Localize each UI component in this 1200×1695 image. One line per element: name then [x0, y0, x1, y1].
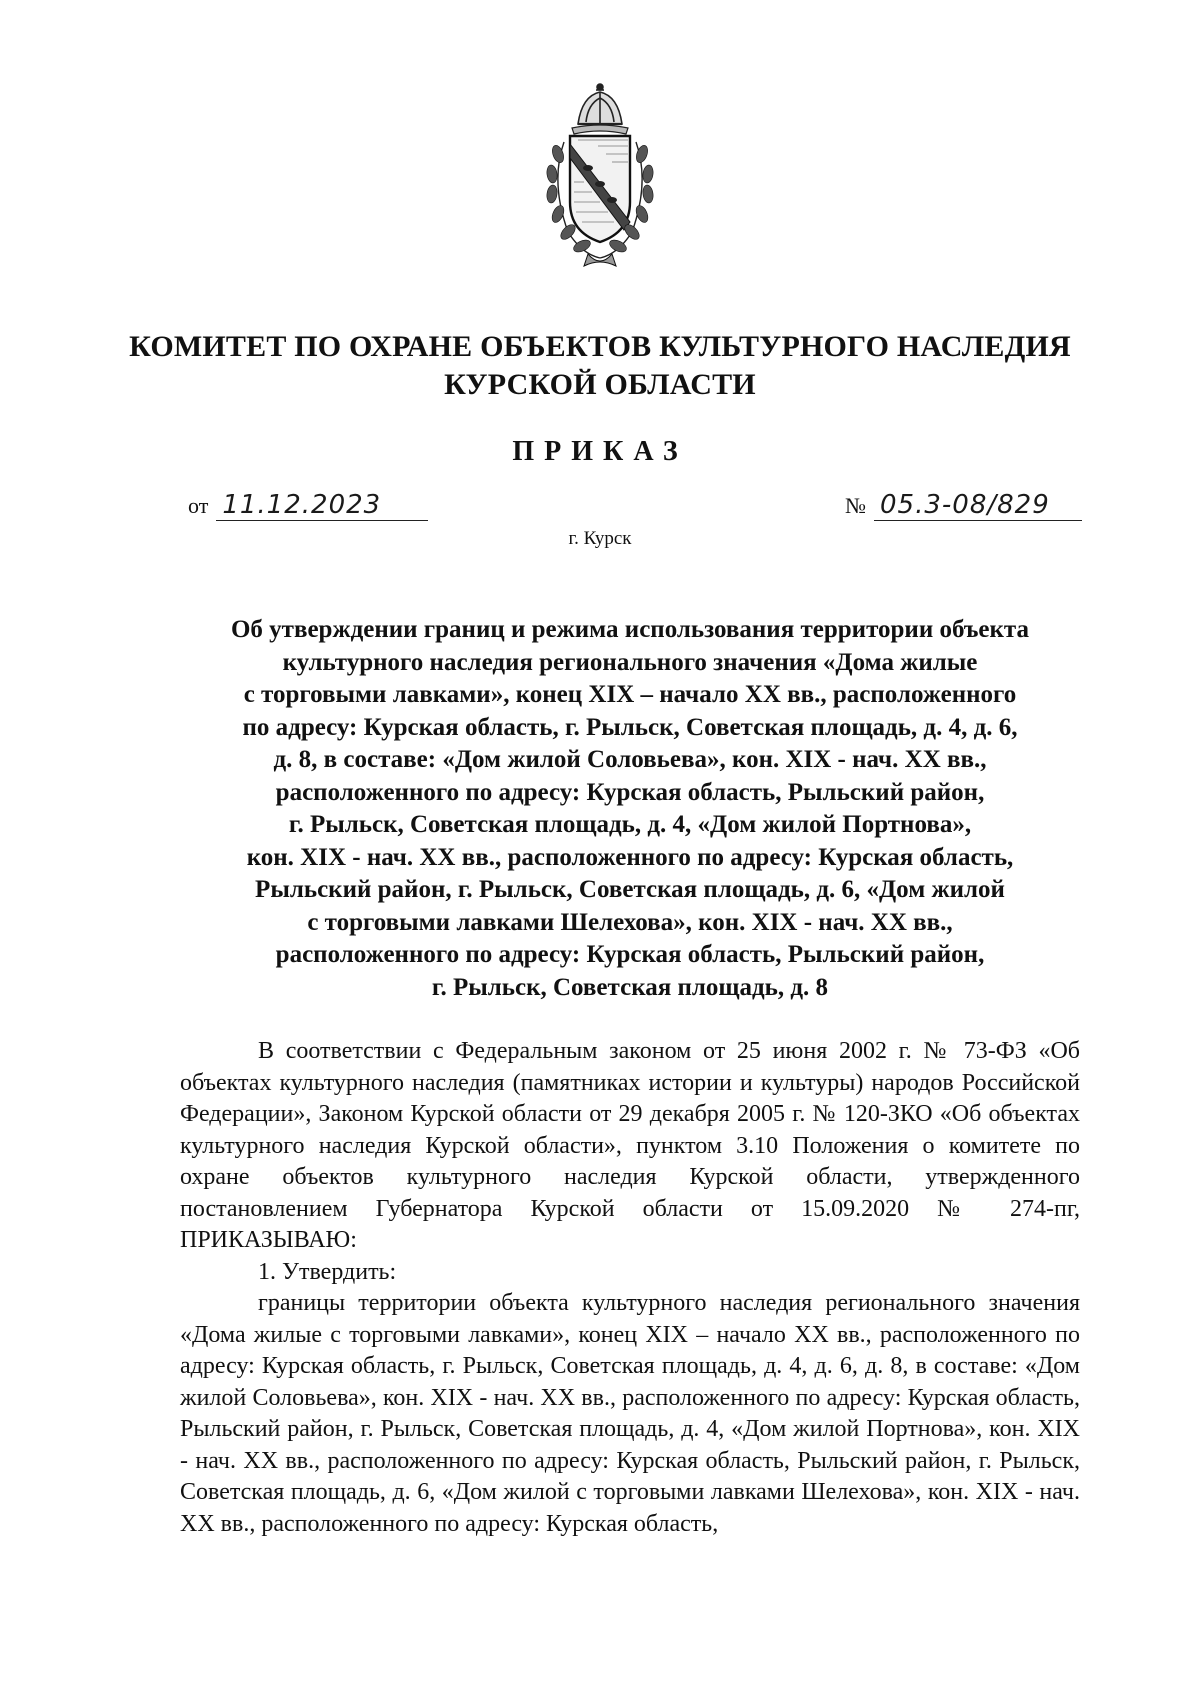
- subject-line: Об утверждении границ и режима использования территории объекта: [230, 616, 1030, 643]
- document-type: ПРИКАЗ: [512, 436, 688, 467]
- subject-line: с торговыми лавками», конец XIX – начало XX вв., расположенного: [243, 681, 1017, 708]
- organization-title-line1: КОМИТЕТ ПО ОХРАНЕ ОБЪЕКТОВ КУЛЬТУРНОГО НАСЛЕДИЯ: [129, 330, 1071, 363]
- number-prefix: №: [845, 493, 866, 518]
- city: г. Курск: [568, 528, 632, 549]
- item-1-heading: 1. Утвердить:: [258, 1258, 397, 1285]
- preamble-paragraph: В соответствии с Федеральным законом от 25 июня 2002 г. № 73-ФЗ «Об объектах культурного наследия (памятниках истории и культуры) народов Российской Федерации», Законом Курской области от 29 декабря 2005 г. № 120-ЗКО «Об объектах культурного наследия Курской области», пунктом 3.10 Положения о комитете по охране объектов культурного наследия Курской области, утвержденного постановлением Губернатора Курской области от 15.09.2020 № 274-пг, ПРИКАЗЫВАЮ:: [180, 1038, 1080, 1253]
- document-body: [180, 1036, 1080, 1540]
- organization-title: [100, 328, 1100, 404]
- item-1-paragraph: границы территории объекта культурного наследия регионального значения «Дома жилые с торговыми лавками», конец XIX – начало XX вв., расположенного по адресу: Курская область, г. Рыльск, Советская площадь, д. 4, д. 6, д. 8, в составе: «Дом жилой Соловьева», кон. XIX - нач. XX вв., расположенного по адресу: Курская область, Рыльский район, г. Рыльск, Советская площадь, д. 4, «Дом жилой Портнова», кон. XIX - нач. XX вв., расположенного по адресу: Курская область, Рыльский район, г. Рыльск, Советская площадь, д. 6, «Дом жилой с торговыми лавками Шелехова», кон. XIX - нач. XX вв., расположенного по адресу: Курская область,: [180, 1290, 1080, 1537]
- subject-line: д. 8, в составе: «Дом жилой Соловьева», кон. XIX - нач. XX вв.,: [273, 746, 987, 773]
- subject-line: кон. XIX - нач. XX вв., расположенного по адресу: Курская область,: [246, 843, 1014, 871]
- organization-title-line2: КУРСКОЙ ОБЛАСТИ: [444, 368, 756, 401]
- date-prefix: от: [188, 493, 209, 518]
- subject-line: Рыльский район, г. Рыльск, Советская площадь, д. 6, «Дом жилой: [255, 876, 1005, 903]
- subject-line: г. Рыльск, Советская площадь, д. 8: [431, 973, 829, 1001]
- subject-line: культурного наследия регионального значения «Дома жилые: [282, 648, 978, 676]
- document-number: 05.3-08/829: [874, 490, 1082, 521]
- date-row: [188, 490, 428, 521]
- subject-line: г. Рыльск, Советская площадь, д. 4, «Дом жилой Портнова»,: [288, 811, 972, 838]
- number-row: [845, 490, 1082, 521]
- subject-line: с торговыми лавками Шелехова», кон. XIX - нач. XX вв.,: [307, 908, 953, 936]
- document-date: 11.12.2023: [216, 490, 428, 521]
- subject-line: расположенного по адресу: Курская область, Рыльский район,: [275, 778, 985, 806]
- subject-line: расположенного по адресу: Курская область, Рыльский район,: [275, 941, 985, 968]
- document-subject: [200, 614, 1060, 1004]
- coat-of-arms-emblem: [538, 82, 662, 272]
- subject-line: по адресу: Курская область, г. Рыльск, Советская площадь, д. 4, д. 6,: [242, 713, 1018, 741]
